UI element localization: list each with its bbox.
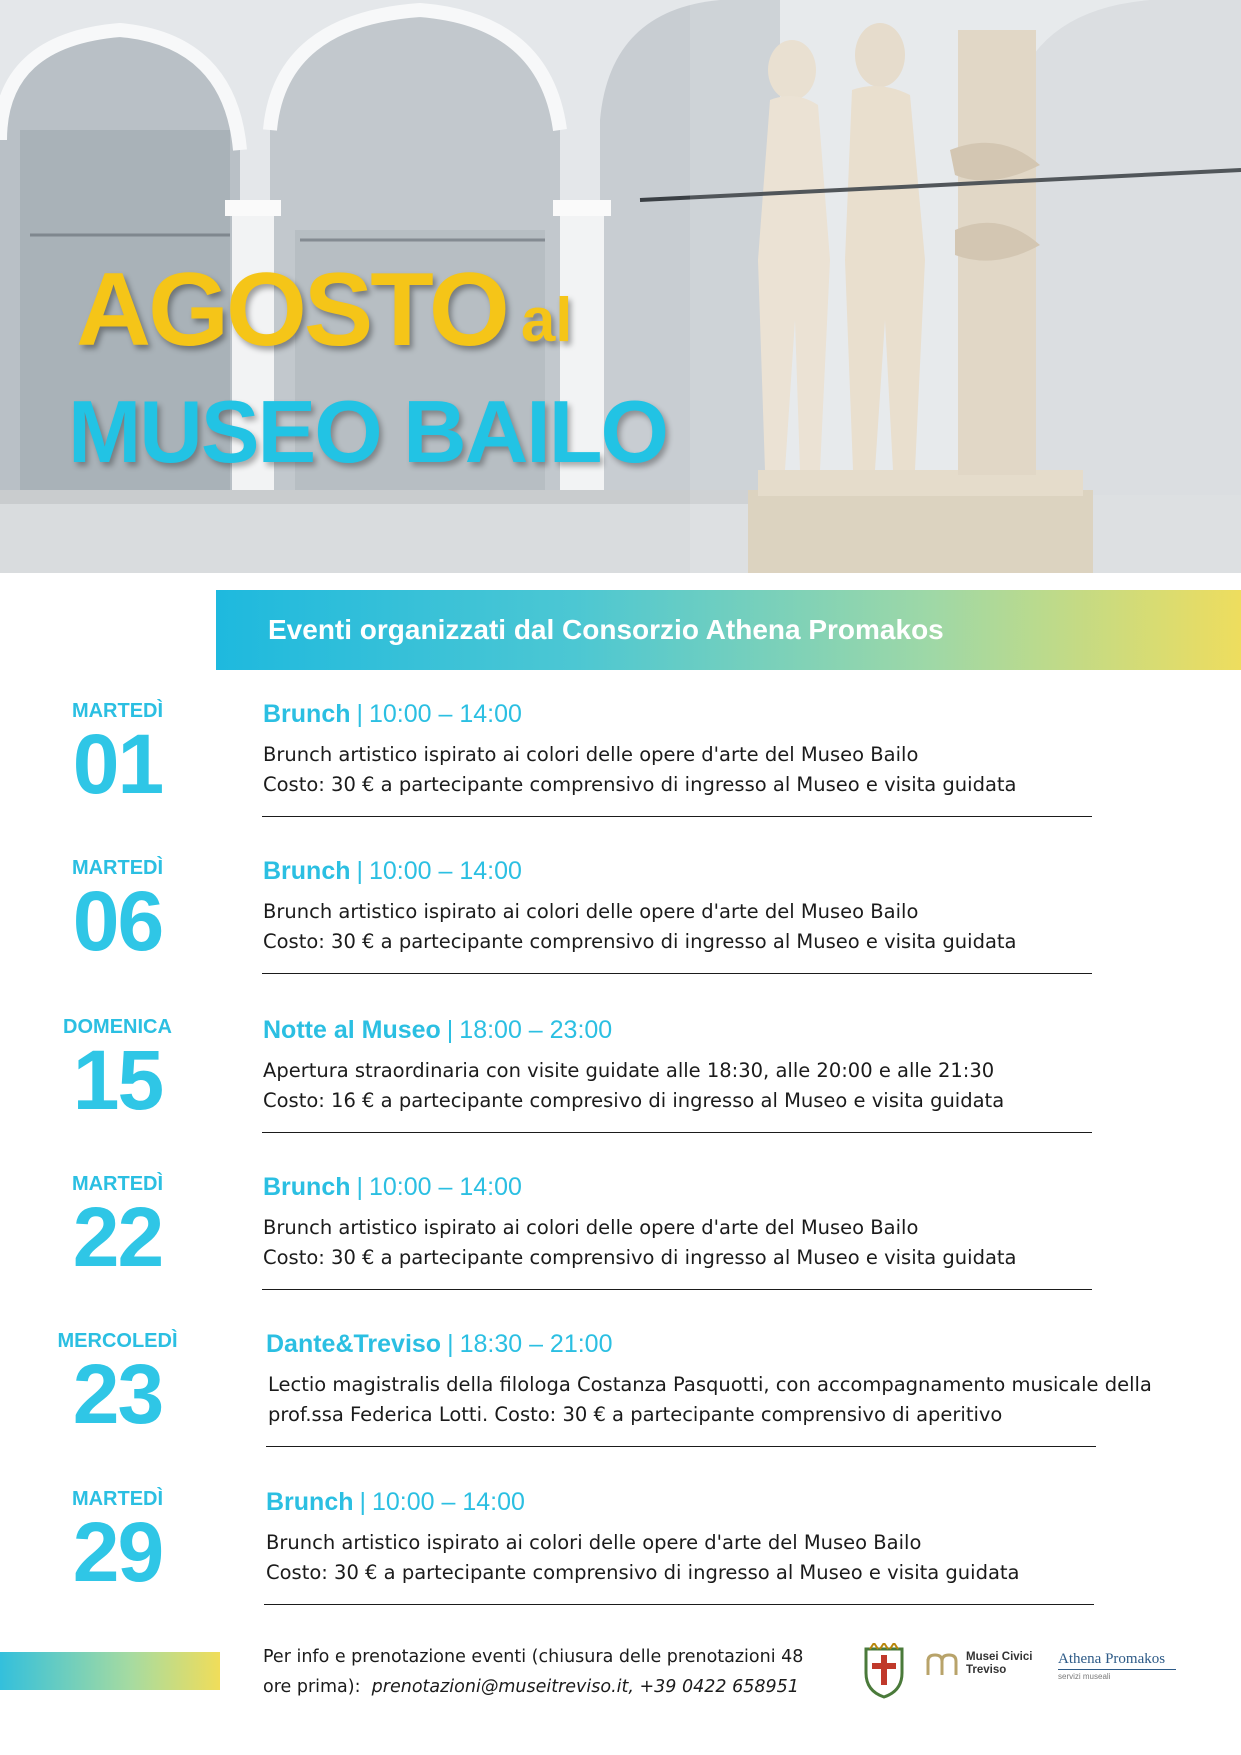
athena-promakos-logo: Athena Promakos: [1058, 1651, 1166, 1667]
event-description: Brunch artistico ispirato ai colori delle opere d'arte del Museo Bailo: [263, 1216, 919, 1239]
event-cost: Costo: 16 € a partecipante compresivo di ingresso al Museo e visita guidata: [263, 1089, 1005, 1112]
event-cost: Costo: 30 € a partecipante comprensivo di ingresso al Museo e visita guidata: [263, 930, 1017, 953]
footer-info-prefix: ore prima):: [263, 1677, 361, 1697]
event-item: [0, 1488, 1241, 1638]
event-date: 01: [72, 717, 163, 811]
musei-civici-line2: Treviso: [966, 1664, 1007, 1676]
hero-title-al: al: [520, 286, 573, 355]
event-item: [0, 700, 1241, 850]
hero-banner: [0, 0, 1241, 573]
event-separator: |: [356, 700, 363, 728]
event-separator: |: [446, 1016, 454, 1044]
footer-contact[interactable]: prenotazioni@museitreviso.it, +39 0422 658951: [371, 1677, 799, 1697]
event-date: 06: [72, 874, 163, 968]
event-description: Brunch artistico ispirato ai colori delle opere d'arte del Museo Bailo: [266, 1531, 922, 1554]
event-separator: |: [359, 1488, 366, 1516]
section-banner: [216, 590, 1241, 670]
event-name: Brunch: [263, 1173, 351, 1201]
event-separator: |: [447, 1330, 454, 1358]
event-time: 18:30 – 21:00: [459, 1330, 613, 1358]
event-name: Brunch: [266, 1488, 354, 1516]
event-weekday: MARTEDÌ: [71, 857, 164, 879]
event-divider: [264, 1604, 1094, 1605]
musei-civici-logo-text: [966, 1651, 1032, 1677]
event-heading: [263, 857, 522, 886]
event-divider: [262, 1289, 1092, 1290]
event-description: Brunch artistico ispirato ai colori delle opere d'arte del Museo Bailo: [263, 743, 919, 766]
event-description: Brunch artistico ispirato ai colori delle opere d'arte del Museo Bailo: [263, 900, 919, 923]
event-divider: [266, 1446, 1096, 1447]
event-heading: [266, 1488, 525, 1517]
event-date: 22: [72, 1190, 163, 1284]
banner-text: Eventi organizzati dal Consorzio Athena Promakos: [268, 614, 944, 645]
hero-title-main: AGOSTO: [76, 252, 507, 368]
hero-title-museum: MUSEO BAILO: [68, 382, 667, 481]
event-date: 29: [72, 1505, 163, 1599]
event-item: [0, 857, 1241, 1007]
event-divider: [262, 816, 1092, 817]
event-date: 23: [72, 1347, 163, 1441]
footer-gradient-bar: [0, 1652, 220, 1690]
event-item: [0, 1330, 1241, 1480]
event-item: [0, 1016, 1241, 1166]
event-heading: [263, 1016, 612, 1045]
event-cost: prof.ssa Federica Lotti. Costo: 30 € a partecipante comprensivo di aperitivo: [268, 1403, 1003, 1426]
musei-civici-line1: Musei Civici: [966, 1651, 1033, 1663]
event-heading: [263, 1173, 522, 1202]
event-weekday: MARTEDÌ: [71, 1488, 164, 1510]
event-separator: |: [356, 1173, 363, 1201]
event-heading: [266, 1330, 612, 1359]
musei-civici-logo-icon: [925, 1651, 959, 1677]
athena-promakos-rule: [1058, 1669, 1176, 1670]
event-cost: Costo: 30 € a partecipante comprensivo di ingresso al Museo e visita guidata: [263, 1246, 1017, 1269]
event-time: 10:00 – 14:00: [369, 1173, 522, 1201]
event-divider: [262, 1132, 1092, 1133]
event-weekday: MARTEDÌ: [71, 700, 164, 722]
event-name: Brunch: [263, 857, 351, 885]
city-crest-icon: [860, 1643, 908, 1699]
event-description: Lectio magistralis della filologa Costanza Pasquotti, con accompagnamento musicale della: [268, 1373, 1152, 1396]
event-time: 10:00 – 14:00: [372, 1488, 525, 1516]
event-time: 18:00 – 23:00: [459, 1016, 613, 1044]
event-time: 10:00 – 14:00: [369, 857, 522, 885]
event-name: Dante&Treviso: [266, 1330, 442, 1358]
footer-info: [263, 1642, 843, 1702]
event-weekday: MERCOLEDÌ: [57, 1330, 178, 1352]
event-cost: Costo: 30 € a partecipante comprensivo di ingresso al Museo e visita guidata: [266, 1561, 1020, 1584]
event-description: Apertura straordinaria con visite guidate alle 18:30, alle 20:00 e alle 21:30: [263, 1059, 995, 1082]
event-item: [0, 1173, 1241, 1323]
event-name: Notte al Museo: [263, 1016, 441, 1044]
event-weekday: DOMENICA: [63, 1016, 172, 1038]
event-time: 10:00 – 14:00: [369, 700, 522, 728]
event-heading: [263, 700, 522, 729]
event-date: 15: [72, 1033, 163, 1127]
event-divider: [262, 973, 1092, 974]
event-weekday: MARTEDÌ: [71, 1173, 164, 1195]
footer-info-line2: [263, 1672, 843, 1702]
hero-title-agosto: [76, 252, 573, 368]
athena-promakos-subtitle: servizi museali: [1058, 1672, 1111, 1681]
event-cost: Costo: 30 € a partecipante comprensivo di ingresso al Museo e visita guidata: [263, 773, 1017, 796]
event-separator: |: [356, 857, 363, 885]
event-name: Brunch: [263, 700, 351, 728]
footer-info-line1: Per info e prenotazione eventi (chiusura delle prenotazioni 48: [263, 1647, 804, 1667]
